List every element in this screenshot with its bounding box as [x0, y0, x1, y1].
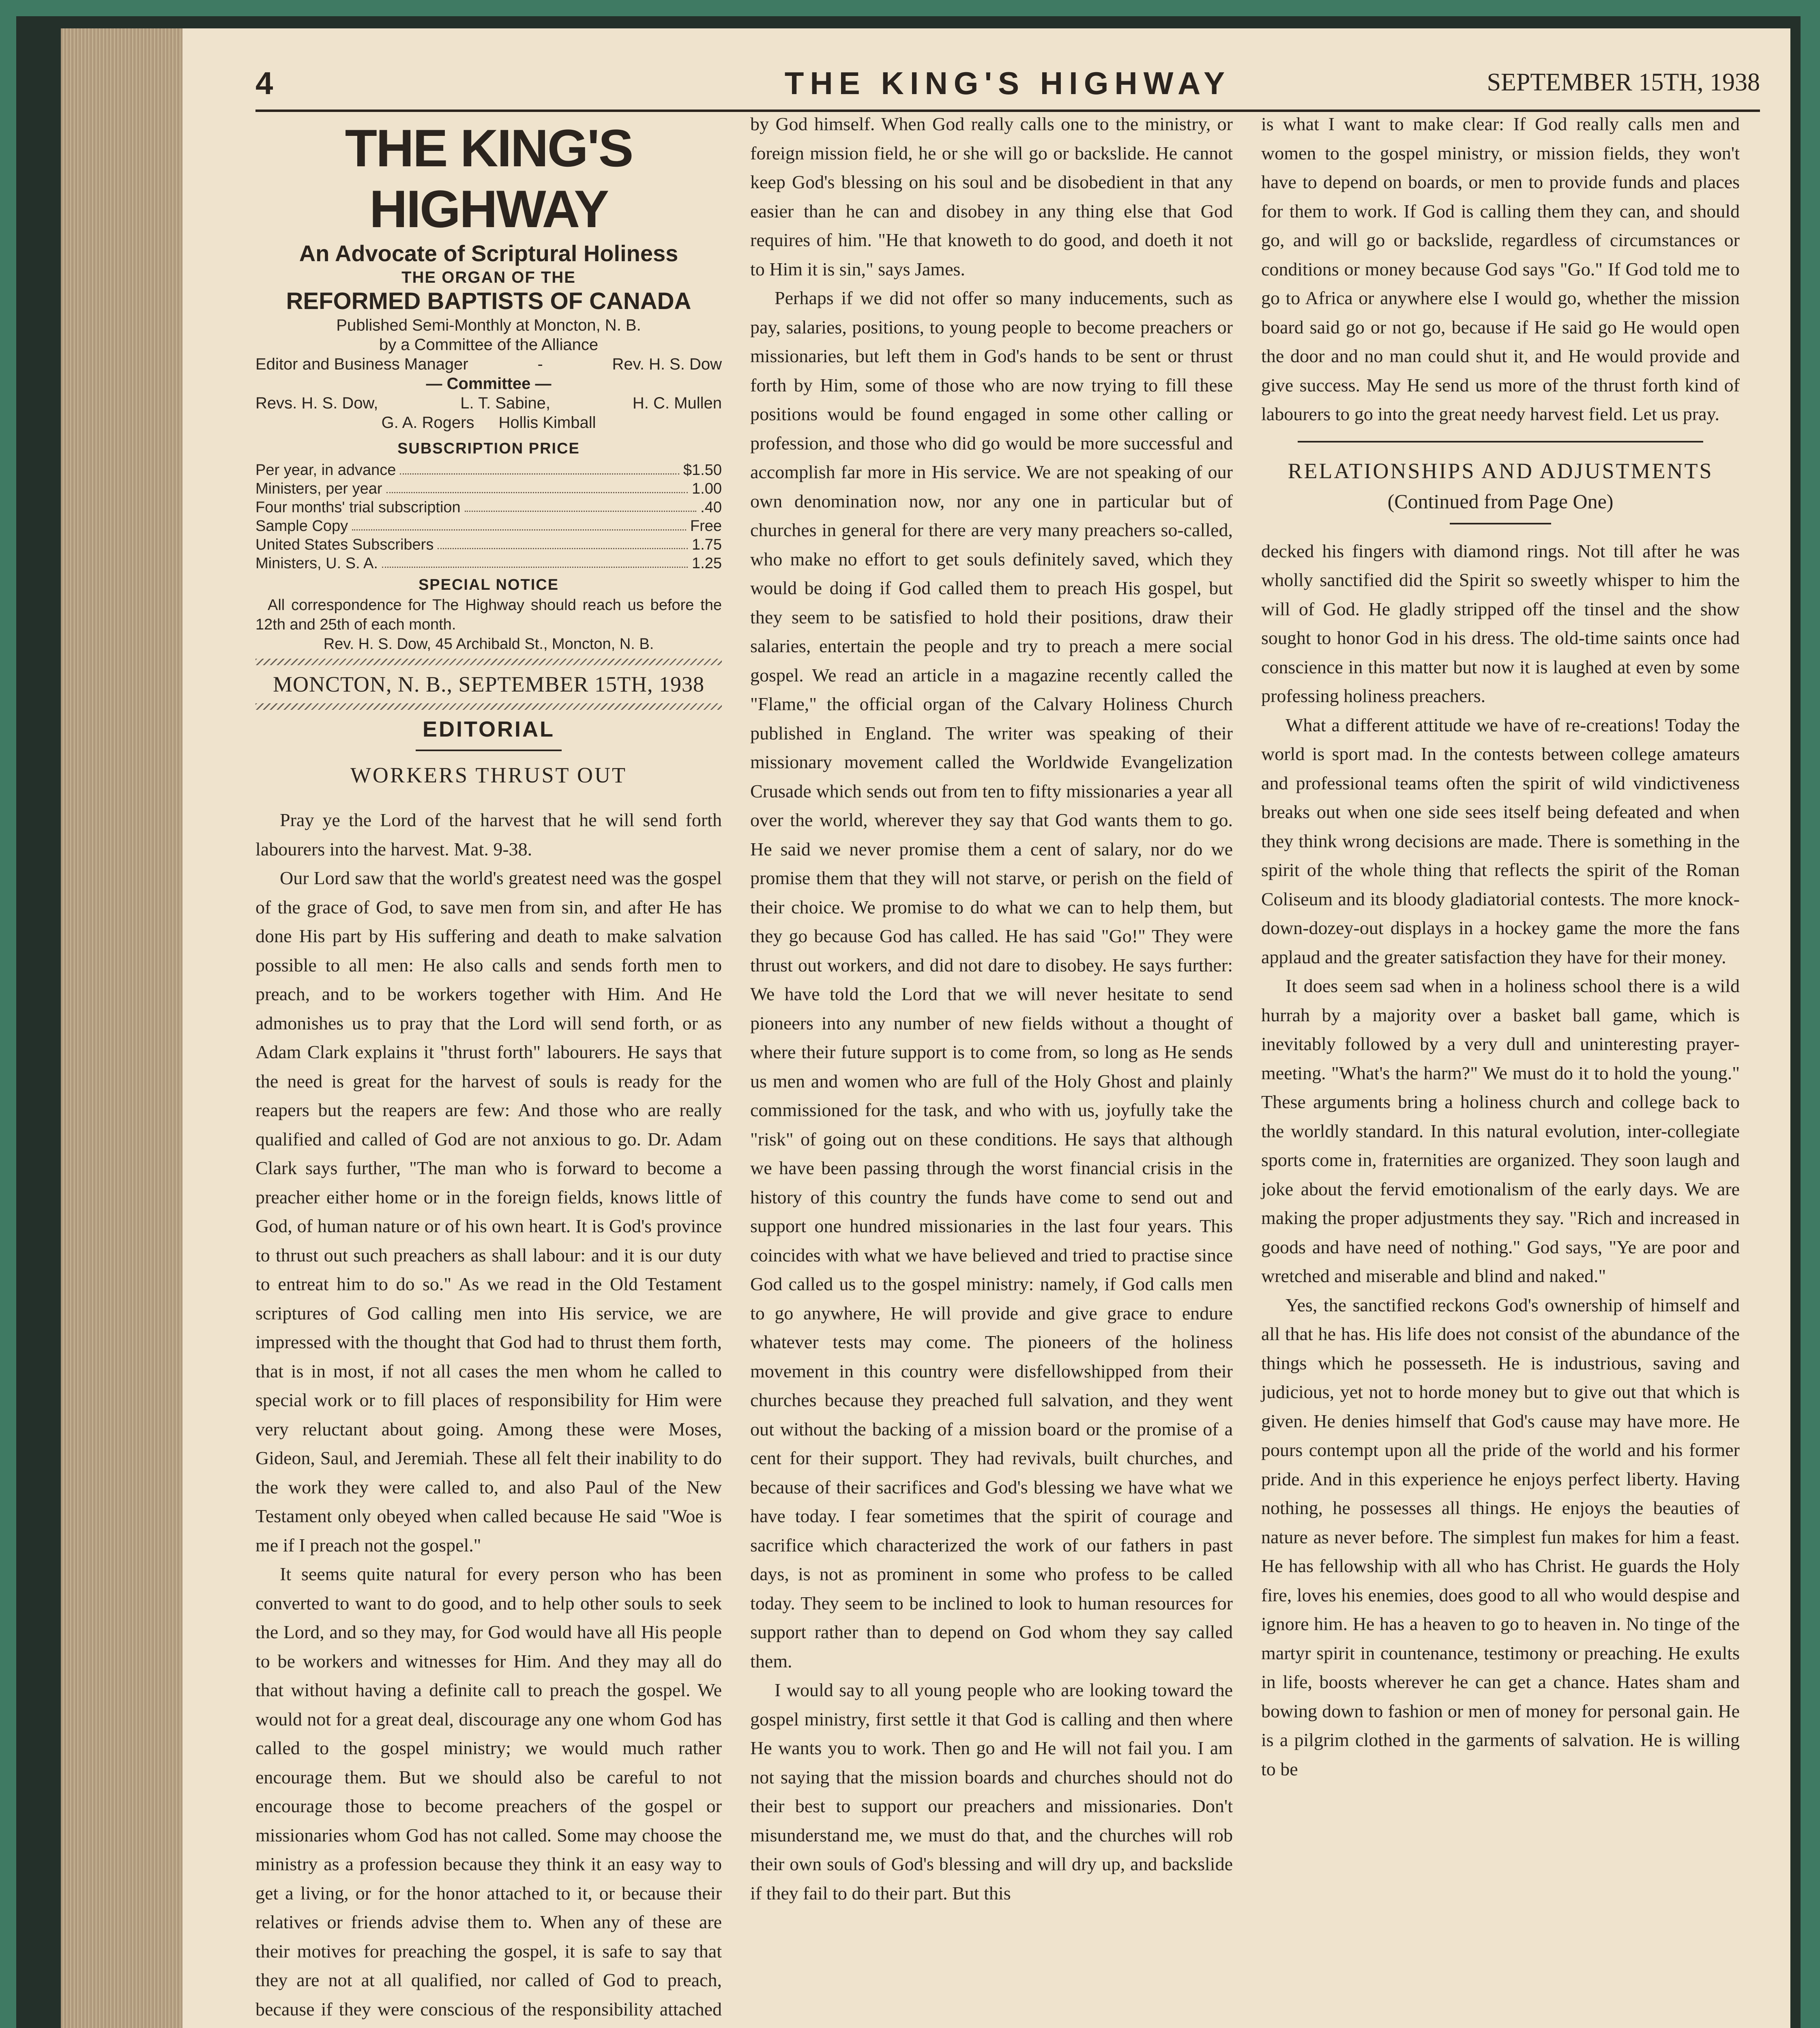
price-label: Per year, in advance — [255, 462, 396, 479]
column-1 — [255, 110, 722, 2028]
masthead-reformed: REFORMED BAPTISTS OF CANADA — [286, 288, 691, 314]
price-row — [255, 461, 722, 479]
paragraph: decked his fingers with diamond rings. Not till after he was wholly sanctified did the Spirit so sweetly whisper to him the will of God. He gladly stripped off the tinsel and the show sought to honor God in his dress. The old-time saints once had conscience in this matter but now it is laughed at even by some professing holiness preachers. — [1261, 540, 1740, 706]
committee-member: Hollis Kimball — [498, 414, 596, 432]
notice-address: Rev. H. S. Dow, 45 Archibald St., Moncton, N. B. — [323, 636, 654, 653]
leader-dots — [352, 517, 686, 531]
journal-name: THE KING'S HIGHWAY — [784, 65, 1231, 101]
price-value: 1.00 — [692, 480, 722, 497]
leader-dots — [400, 461, 679, 475]
paragraph: by God himself. When God really calls one to the ministry, or foreign mission field, he or she will go or backslide. He cannot keep God's blessing on his soul and be disobedient in that any easier than he can and disobey in any thing else that God requires of him. "He that knoweth to do good, and doeth it not to Him it is sin," says James. — [750, 114, 1233, 279]
committee-member: L. T. Sabine, — [460, 394, 550, 412]
committee-heading: — Committee — — [426, 375, 552, 393]
price-value: 1.25 — [692, 555, 722, 572]
masthead-by-committee: by a Committee of the Alliance — [379, 336, 599, 354]
paragraph: Our Lord saw that the world's greatest need was the gospel of the grace of God, to save men from sin, and after He has done His part by His suffering and death to make salvation possible to all men: He also calls and sends forth men to preach, and to be workers together with Him. And He admonishes us to pray that the Lord will send forth, or as Adam Clark explains it "thrust forth" labourers. He says that the need is great for the harvest of souls is ready for the reapers but the reapers are few: And those who are really qualified and called of God are not anxious to go. Dr. Adam Clark says further, "The man who is forward to become a preacher either home or in the foreign fields, knows little of God, of human nature or of his own heart. It is God's province to thrust out such preachers as shall labour: and it is our duty to entreat him to do so." As we read in the Old Testament scriptures of God calling men into His service, we are impressed with the thought that God had to thrust them forth, that is in most, if not all cases the men whom he called to special work or to fill places of responsibility for Him were very reluctant about going. Among these were Moses, Gideon, Saul, and Jeremiah. These all felt their inability to do the work they were called to, and also Paul of the New Testament only obeyed when called because He said "Woe is me if I preach not the gospel." — [255, 868, 722, 1555]
price-value: .40 — [700, 499, 722, 516]
masthead-organ: THE ORGAN OF THE — [401, 269, 576, 286]
editor-label: Editor and Business Manager — [255, 355, 468, 373]
committee-member: G. A. Rogers — [381, 414, 474, 432]
price-row — [255, 517, 722, 535]
wavy-rule — [255, 659, 722, 665]
paragraph: is what I want to make clear: If God really calls men and women to the gospel ministry, or mission fields, they won't have to depend on boards, or men to provide funds and places for them to work. If God is calling them they can, and should go, and will go or backslide, regardless of circumstances or conditions or money because God says "Go." If God told me to go to Africa or anywhere else I would go, whether the mission board said go or not go, because if He said go He would open the door and no man could shut it, and He would provide and give success. May He send us more of the thrust forth kind of labourers to go into the great needy harvest field. Let us pray. — [1261, 114, 1740, 424]
paragraph: It seems quite natural for every person who has been converted to want to do good, and to help other souls to seek the Lord, and so they may, for God would have all His people to be workers and witnesses for Him. And they may all do that without having a definite call to preach the gospel. We would not for a great deal, discourage any one whom God has called to the gospel ministry; we would much rather encourage them. But we should also be careful to not encourage those to become preachers of the gospel or missionaries whom God has not called. Some may choose the ministry as a profession because they think it an easy way to get a living, or for the honor attached to it, or because their relatives or friends advise them to. When any of these are their motives for preaching the gospel, it is safe to say that they are not at all qualified, nor called of God to preach, because if they were conscious of the responsibility attached — [255, 1564, 722, 2019]
running-head — [255, 49, 1760, 112]
price-value: 1.75 — [692, 536, 722, 553]
paragraph: What a different attitude we have of re-creations! Today the world is sport mad. In the contests between college amateurs and professional teams often the spirit of wild vindictiveness breaks out when one side sees itself being defeated and when they think wrong decisions are made. There is something in the spirit of the whole thing that reflects the spirit of the Roman Coliseum and its bloody gladiatorial contests. The more knock-down-dozey-out displays in a hockey game the more the fans applaud and the greater satisfaction they have for their money. — [1261, 714, 1740, 967]
article-title: RELATIONSHIPS AND ADJUSTMENTS — [1288, 458, 1713, 483]
notice-text: All correspondence for The Highway should reach us before the 12th and 25th of each month. — [255, 597, 722, 633]
price-label: United States Subscribers — [255, 536, 434, 553]
committee-member: Revs. H. S. Dow, — [255, 394, 378, 412]
leader-dots — [438, 535, 688, 549]
price-label: Sample Copy — [255, 518, 348, 535]
notice-heading: SPECIAL NOTICE — [418, 576, 559, 593]
paragraph: It does seem sad when in a holiness school there is a wild hurrah by a majority over a basket ball game, which is inevitably followed by a very dull and uninteresting prayer-meeting. "What's the harm?" We must do it to hold the young." These arguments bring a holiness church and college back to the worldly standard. In this natural evolution, inter-collegiate sports come in, fraternities are organized. They soon laugh and joke about the fervid emotionalism of the early days. We are making the proper adjustments they say. "Rich and increased in goods and have need of nothing." God says, "Ye are poor and wretched and miserable and blind and naked." — [1261, 975, 1740, 1286]
column-3 — [1261, 110, 1740, 1783]
subscription-heading: SUBSCRIPTION PRICE — [397, 440, 580, 457]
page-stack-edges — [61, 28, 195, 2028]
paragraph: Perhaps if we did not offer so many inducements, such as pay, salaries, positions, to young people to become preachers or missionaries, but left them in God's hands to be sent or thrust forth by Him, some of those who are now trying to fill these positions would be found engaged in some other calling or profession, and those who did go would be more successful and accomplish far more in His service. We are not speaking of our own denomination now, nor any one in particular but of churches in general for there are very many preachers so-called, who make no effort to get souls definitely saved, which they would be doing if God called them to preach His gospel, but they seem to be satisfied to hold their positions, draw their salaries, entertain the people and try to preach a mere social gospel. We read an article in a magazine recently called the "Flame," the official organ of the Calvary Holiness Church published in England. The writer was speaking of their missionary movement called the Worldwide Evangelization Crusade which sends out from ten to fifty missionaries a year all over the world, wherever they say that God wants them to go. He said we never promise them a cent of salary, nor do we promise them that they will not starve, or perish on the field of their choice. We promise to do what we can to help them, but they go because God has called. He has said "Go!" They were thrust out workers, and did not dare to disobey. He says further: We have told the Lord that we will never hesitate to send pioneers into any number of new fields without a thought of where their future support is to come from, so long as He sends us men and women who are full of the Holy Ghost and plainly commissioned for the task, and who with us, joyfully take the "risk" of going out on these conditions. He says that although we have been passing through the worst financial crisis in the history of this country the funds have come to send out and support one hundred missionaries in the last four years. This coincides with what we have believed and tried to practise since God called us to the gospel ministry: namely, if God calls men to go anywhere, He will provide and give grace to endure whatever tests may come. The pioneers of the holiness movement in this country were disfellowshipped from their churches because they preached full salvation, and they went out without the backing of a mission board or the promise of a cent for their support. They had revivals, built churches, and because of their sacrifices and God's blessing we have what we have today. I fear sometimes that the spirit of courage and sacrifice which characterized the work of our fathers in past days, is not as prominent in some who profess to be called today. They seem to be inclined to look to human resources for support rather than to depend on God whom they say called them. — [750, 288, 1233, 1671]
page-number: 4 — [255, 65, 273, 101]
short-rule — [1450, 523, 1551, 524]
masthead-title: THE KING'S HIGHWAY — [345, 118, 633, 238]
leader-dots — [386, 479, 688, 493]
price-row — [255, 498, 722, 517]
wavy-rule — [255, 703, 722, 710]
dateline: MONCTON, N. B., SEPTEMBER 15TH, 1938 — [273, 672, 705, 696]
paragraph: Yes, the sanctified reckons God's ownership of himself and all that he has. His life does not consist of the abundance of the things which he possesseth. He is industrious, saving and judicious, yet not to horde money but to give out that which is given. He denies himself that God's cause may have more. He pours contempt upon all the pride of the world and his former pride. And in this experience he enjoys perfect liberty. Having nothing, he possesses all things. He enjoys the beauties of nature as never before. The simplest fun makes for him a feast. He has fellowship with all who has Christ. He guards the Holy fire, loves his enemies, does good to all who would despise and ignore him. He has a heaven to go to heaven in. No tinge of the martyr spirit in countenance, testimony or preaching. He exults in life, boosts wherever he can get a chance. Hates sham and bowing down to fashion or men of money for personal gain. He is a pilgrim clothed in the garments of salvation. He is willing to be — [1261, 1294, 1740, 1779]
editor-name: Rev. H. S. Dow — [612, 355, 722, 373]
paragraph: Pray ye the Lord of the harvest that he will send forth labourers into the harvest. Mat. 9-38. — [255, 810, 722, 859]
issue-date: SEPTEMBER 15TH, 1938 — [1487, 69, 1760, 96]
section-rule — [1298, 441, 1703, 443]
price-value: $1.50 — [683, 462, 722, 479]
price-label: Four months' trial subscription — [255, 499, 461, 516]
newspaper-page — [182, 28, 1790, 2028]
price-row — [255, 535, 722, 554]
article-title: WORKERS THRUST OUT — [350, 763, 627, 787]
masthead-published: Published Semi-Monthly at Moncton, N. B. — [336, 316, 641, 334]
price-row — [255, 554, 722, 573]
price-value: Free — [690, 518, 722, 535]
editorial-label: EDITORIAL — [422, 717, 555, 741]
subscription-table — [255, 461, 722, 573]
price-row — [255, 479, 722, 498]
editor-dash: - — [537, 355, 543, 373]
leader-dots — [382, 554, 688, 568]
column-2 — [750, 110, 1233, 1908]
short-rule — [416, 750, 562, 751]
price-label: Ministers, U. S. A. — [255, 555, 378, 572]
leader-dots — [465, 498, 697, 512]
paragraph: I would say to all young people who are looking toward the gospel ministry, first settle it that God is calling and then where He wants you to work. Then go and He will not fail you. I am not saying that the mission boards and churches should not do their best to support our preachers and missionaries. Don't misunderstand me, we must do that, and the churches will rob their own souls of God's blessing and will dry up, and backslide if they fail to do their part. But this — [750, 1680, 1233, 1903]
committee-line-1 — [255, 393, 722, 413]
continued-note: (Continued from Page One) — [1387, 490, 1614, 513]
committee-member: H. C. Mullen — [632, 394, 722, 412]
committee-line-2 — [255, 413, 722, 432]
masthead-editor-row — [255, 354, 722, 374]
masthead-advocate: An Advocate of Scriptural Holiness — [299, 241, 678, 266]
price-label: Ministers, per year — [255, 480, 382, 497]
